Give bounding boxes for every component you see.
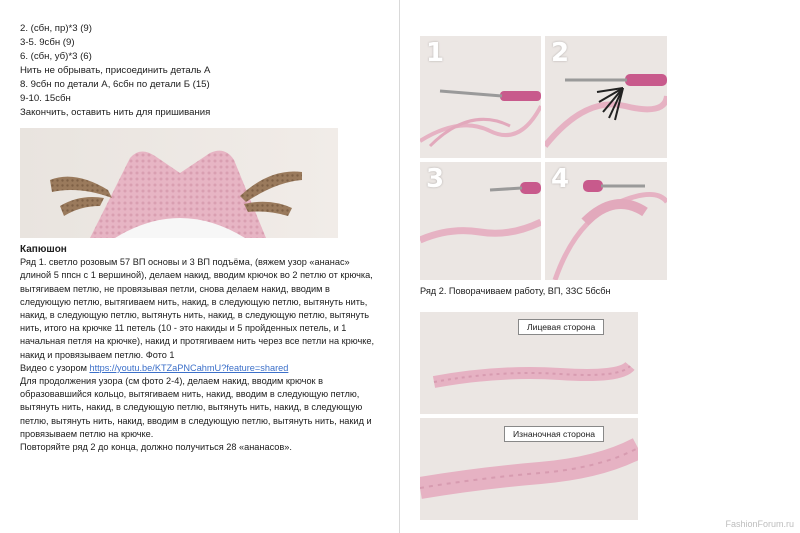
pattern-line: 9-10. 15сбн [20,93,71,104]
step-photo-3 [420,162,541,280]
front-side-label: Лицевая сторона [518,319,604,335]
continue-text: Для продолжения узора (см фото 2-4), делаем накид, вводим крючок в образовавшийся кольцо, вытягиваем нить, накид, вводим в следующую петлю, вытянуть нить, накид, в следующую петлю, вытянуть нить, накид, в следующую петлю, вытянуть нить, накид, вводим в следующую петлю, вытянуть нить, накид и провязываем петлю на крючке. [20,376,372,439]
video-link[interactable]: https://youtu.be/KTZaPNCahmU?feature=shared [89,362,289,373]
page-divider [399,0,400,533]
pattern-line: Закончить, оставить нить для пришивания [20,107,211,118]
row2-caption: Ряд 2. Поворачиваем работу, ВП, 3ЗС 5бсбн [420,286,611,296]
watermark: FashionForum.ru [725,519,794,529]
step-photo-1 [420,36,541,158]
pattern-line: Нить не обрывать, присоединить деталь А [20,65,211,76]
front-side-photo [420,312,638,414]
section-title: Капюшон [20,244,67,255]
pattern-line: 6. (сбн, уб)*3 (6) [20,51,92,62]
step-number-3: 3 [426,164,445,194]
pattern-line: 2. (сбн, пр)*3 (9) [20,23,92,34]
step-photo-2 [545,36,667,158]
back-side-photo [420,418,638,520]
back-side-label: Изнаночная сторона [504,426,604,442]
step-number-2: 2 [551,38,570,68]
video-prefix: Видео с узором [20,362,87,373]
hood-photo [20,128,338,238]
step-number-1: 1 [426,38,445,68]
step-photo-4 [545,162,667,280]
repeat-text: Повторяйте ряд 2 до конца, должно получиться 28 «ананасов». [20,442,292,453]
step-number-4: 4 [551,164,570,194]
row1-text: Ряд 1. светло розовым 57 ВП основы и 3 ВП подъёма, (вяжем узор «ананас» длиной 5 ппсн с 1 вершиной), делаем накид, вводим крючок во 2 петлю от крючка, вытягиваем петлю, не провязывая петли, снова делаем накид, вводим в следующую петлю, вытягиваем нить, накид, в следующую петлю, вытянуть нить, накид, в следующую петлю, вытянуть нить, накид, в следующую петлю, вытянуть нить, итого на крючке 11 петель (10 - это накиды и 5 пройденных петель, и 1 начальная петля на крючке), накид и протягиваем нить через все петли на крючке, накид и провязываем петлю. Фото 1 [20,257,375,360]
pattern-line: 8. 9сбн по детали А, 6сбн по детали Б (15) [20,79,210,90]
pattern-line: 3-5. 9сбн (9) [20,37,75,48]
hood-instructions [20,243,380,454]
video-line [20,362,380,375]
